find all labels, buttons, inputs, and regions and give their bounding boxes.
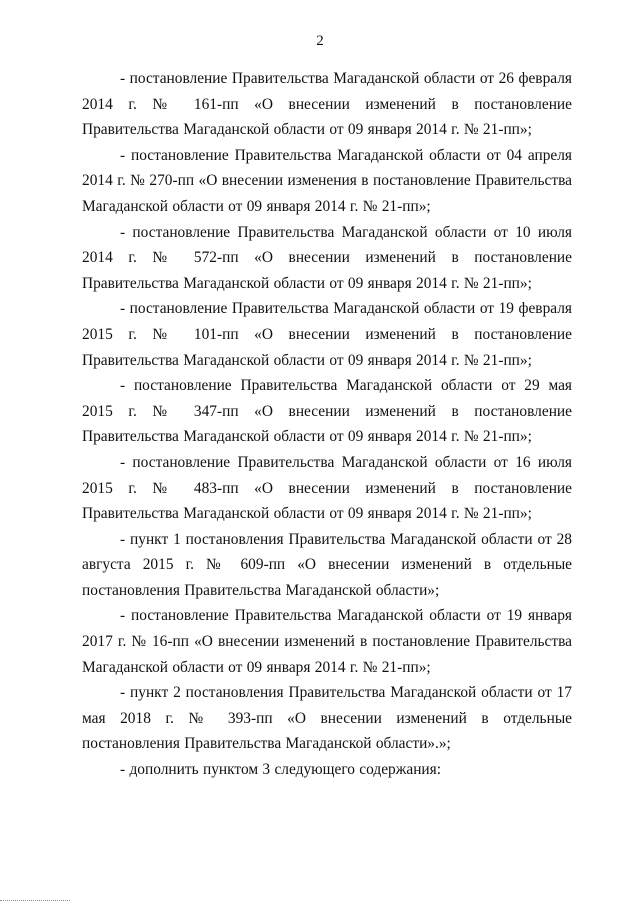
paragraph-6: - постановление Правительства Магаданской области от 16 июля 2015 г. № 483-пп «О внесении изменений в постановление Правительства Магаданской области от 09 января 2014 г. № 21-пп»;	[82, 453, 572, 523]
paragraph-7: - пункт 1 постановления Правительства Магаданской области от 28 августа 2015 г. № 609-пп «О внесении изменений в отдельные постановления Правительства Магаданской области»;	[82, 530, 572, 599]
paragraph-10: - дополнить пунктом 3 следующего содержания:	[120, 761, 442, 779]
paragraph-8: - постановление Правительства Магаданской области от 19 января 2017 г. № 16-пп «О внесении изменений в постановление Правительства Магаданской области от 09 января 2014 г. № 21-пп»;	[82, 607, 572, 676]
paragraph-5: - постановление Правительства Магаданской области от 29 мая 2015 г. № 347-пп «О внесении изменений в постановление Правительства Магаданской области от 09 января 2014 г. № 21-пп»;	[82, 377, 572, 446]
paragraph-9: - пункт 2 постановления Правительства Магаданской области от 17 мая 2018 г. № 393-пп «О внесении изменений в отдельные постановления Правительства Магаданской области».»;	[82, 684, 572, 753]
paragraph-2: - постановление Правительства Магаданской области от 04 апреля 2014 г. № 270-пп «О внесении изменения в постановление Правительства Магаданской области от 09 января 2014 г. № 21-пп»;	[82, 146, 572, 215]
paragraph-4: - постановление Правительства Магаданской области от 19 февраля 2015 г. № 101-пп «О внесении изменений в постановление Правительства Магаданской области от 09 января 2014 г. № 21-пп»;	[82, 300, 572, 369]
scan-edge-mark	[0, 900, 70, 901]
page-number: 2	[316, 33, 324, 49]
paragraph-3: - постановление Правительства Магаданской области от 10 июля 2014 г. № 572-пп «О внесении изменений в постановление Правительства Магаданской области от 09 января 2014 г. № 21-пп»;	[82, 223, 572, 292]
document-body	[82, 66, 572, 783]
paragraph-1: - постановление Правительства Магаданской области от 26 февраля 2014 г. № 161-пп «О внесении изменений в постановление Правительства Магаданской области от 09 января 2014 г. № 21-пп»;	[82, 70, 572, 139]
